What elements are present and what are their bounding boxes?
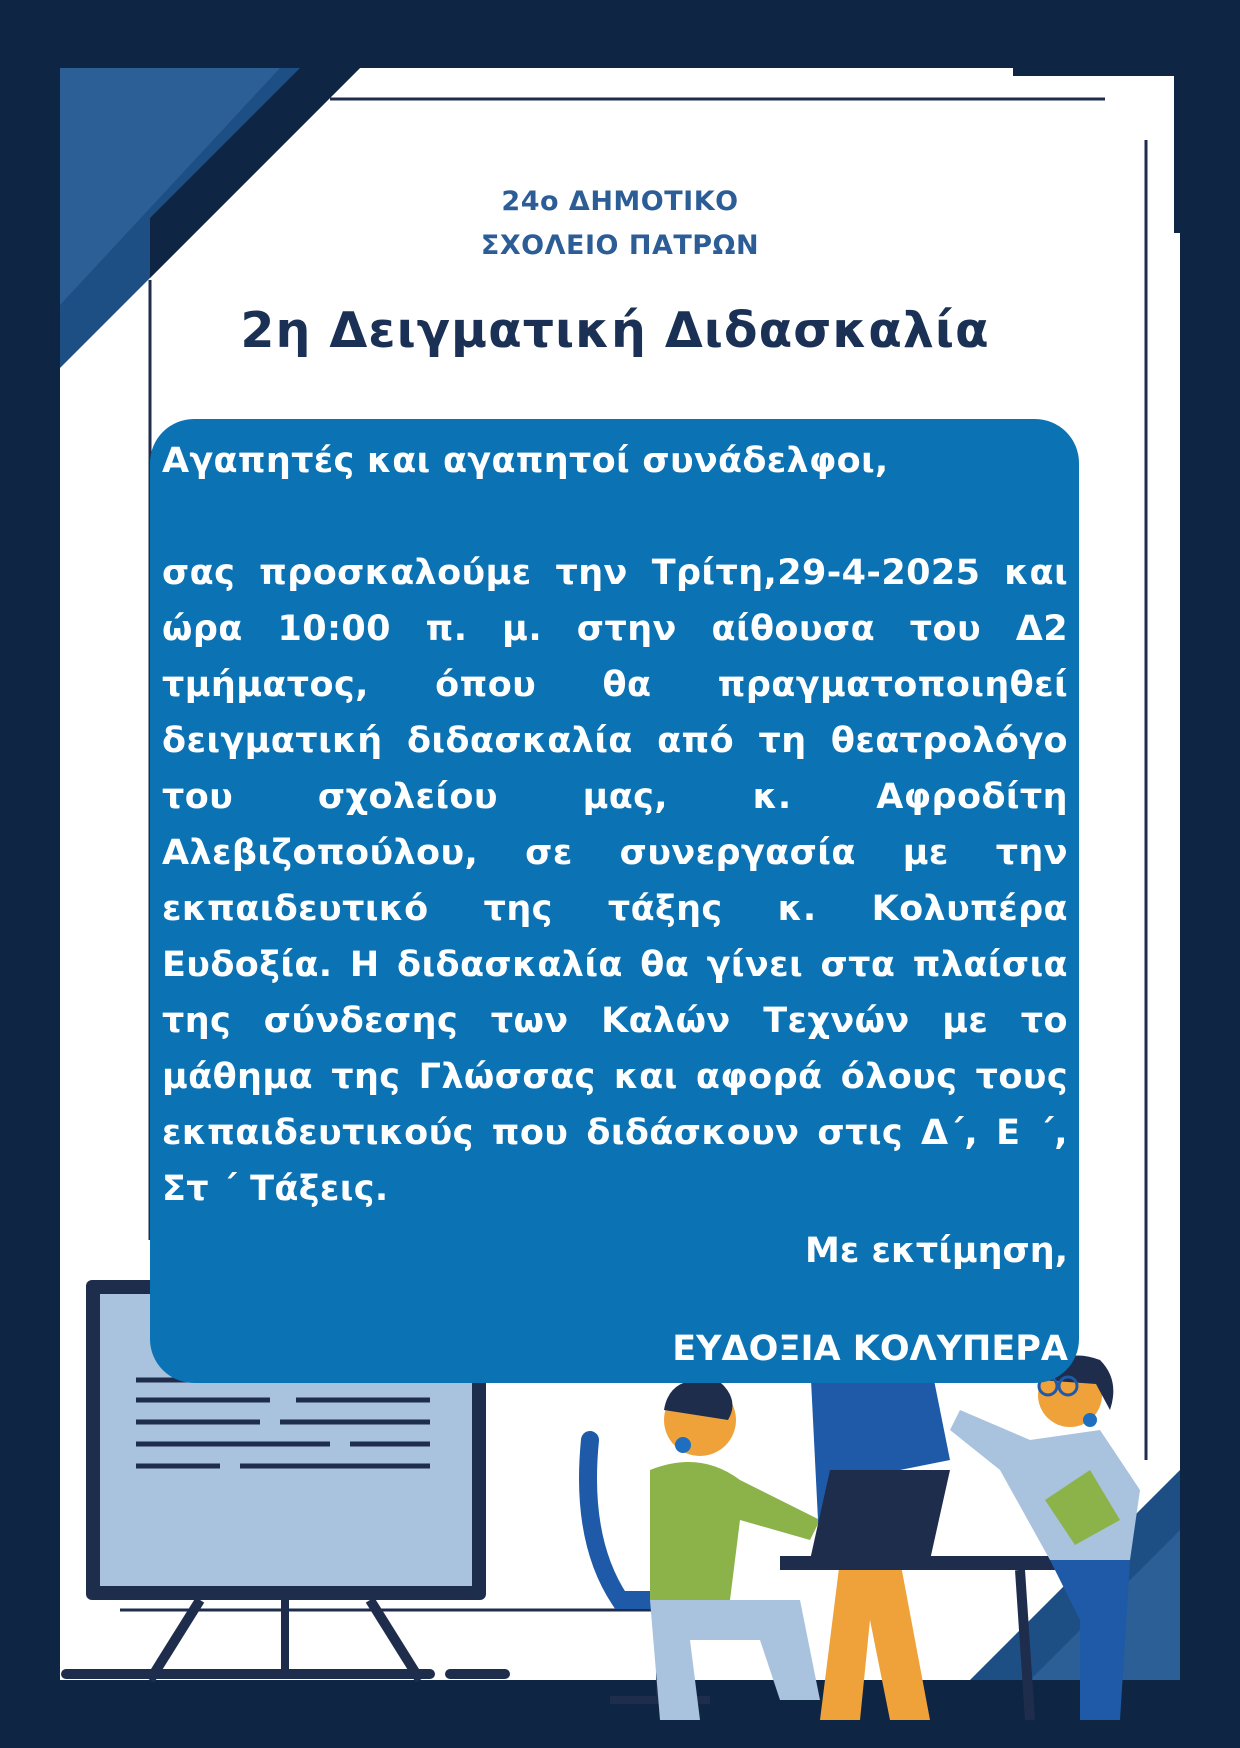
sign-off: Με εκτίμηση, bbox=[805, 1231, 1068, 1271]
seated-teacher-figure bbox=[650, 1380, 820, 1720]
greeting: Αγαπητές και αγαπητοί συνάδελφοι, bbox=[162, 441, 889, 481]
school-name-line2: ΣΧΟΛΕΙΟ ΠΑΤΡΩΝ bbox=[480, 230, 760, 261]
presenting-teacher-figure bbox=[950, 1356, 1140, 1721]
school-name-line1: 24ο ΔΗΜΟΤΙΚΟ bbox=[501, 186, 739, 217]
page-title: 2η Δειγματική Διδασκαλία bbox=[240, 302, 990, 359]
signature-name: ΕΥΔΟΞΙΑ ΚΟΛΥΠΕΡΑ bbox=[672, 1329, 1068, 1369]
invitation-text bbox=[162, 433, 1068, 1377]
invitation-card bbox=[150, 419, 1079, 1383]
invitation-body: σας προσκαλούμε την Τρίτη,29-4-2025 και ώρα 10:00 π. μ. στην αίθουσα του Δ2 τμήματος, όπου θα πραγματοποιηθεί δειγματική διδασκαλία από τη θεατρολόγο του σχολείου μας, κ. Αφροδίτη Αλεβιζοπούλου, σε συνεργασία με την εκπαιδευτικό της τάξης κ. Κολυπέρα Ευδοξία. Η διδασκαλία θα γίνει στα πλαίσια της σύνδεσης των Καλών Τεχνών με το μάθημα της Γλώσσας και αφορά όλους τους εκπαιδευτικούς που διδάσκουν στις Δ΄, Ε ΄, Στ ΄ Τάξεις. bbox=[162, 553, 1068, 1209]
